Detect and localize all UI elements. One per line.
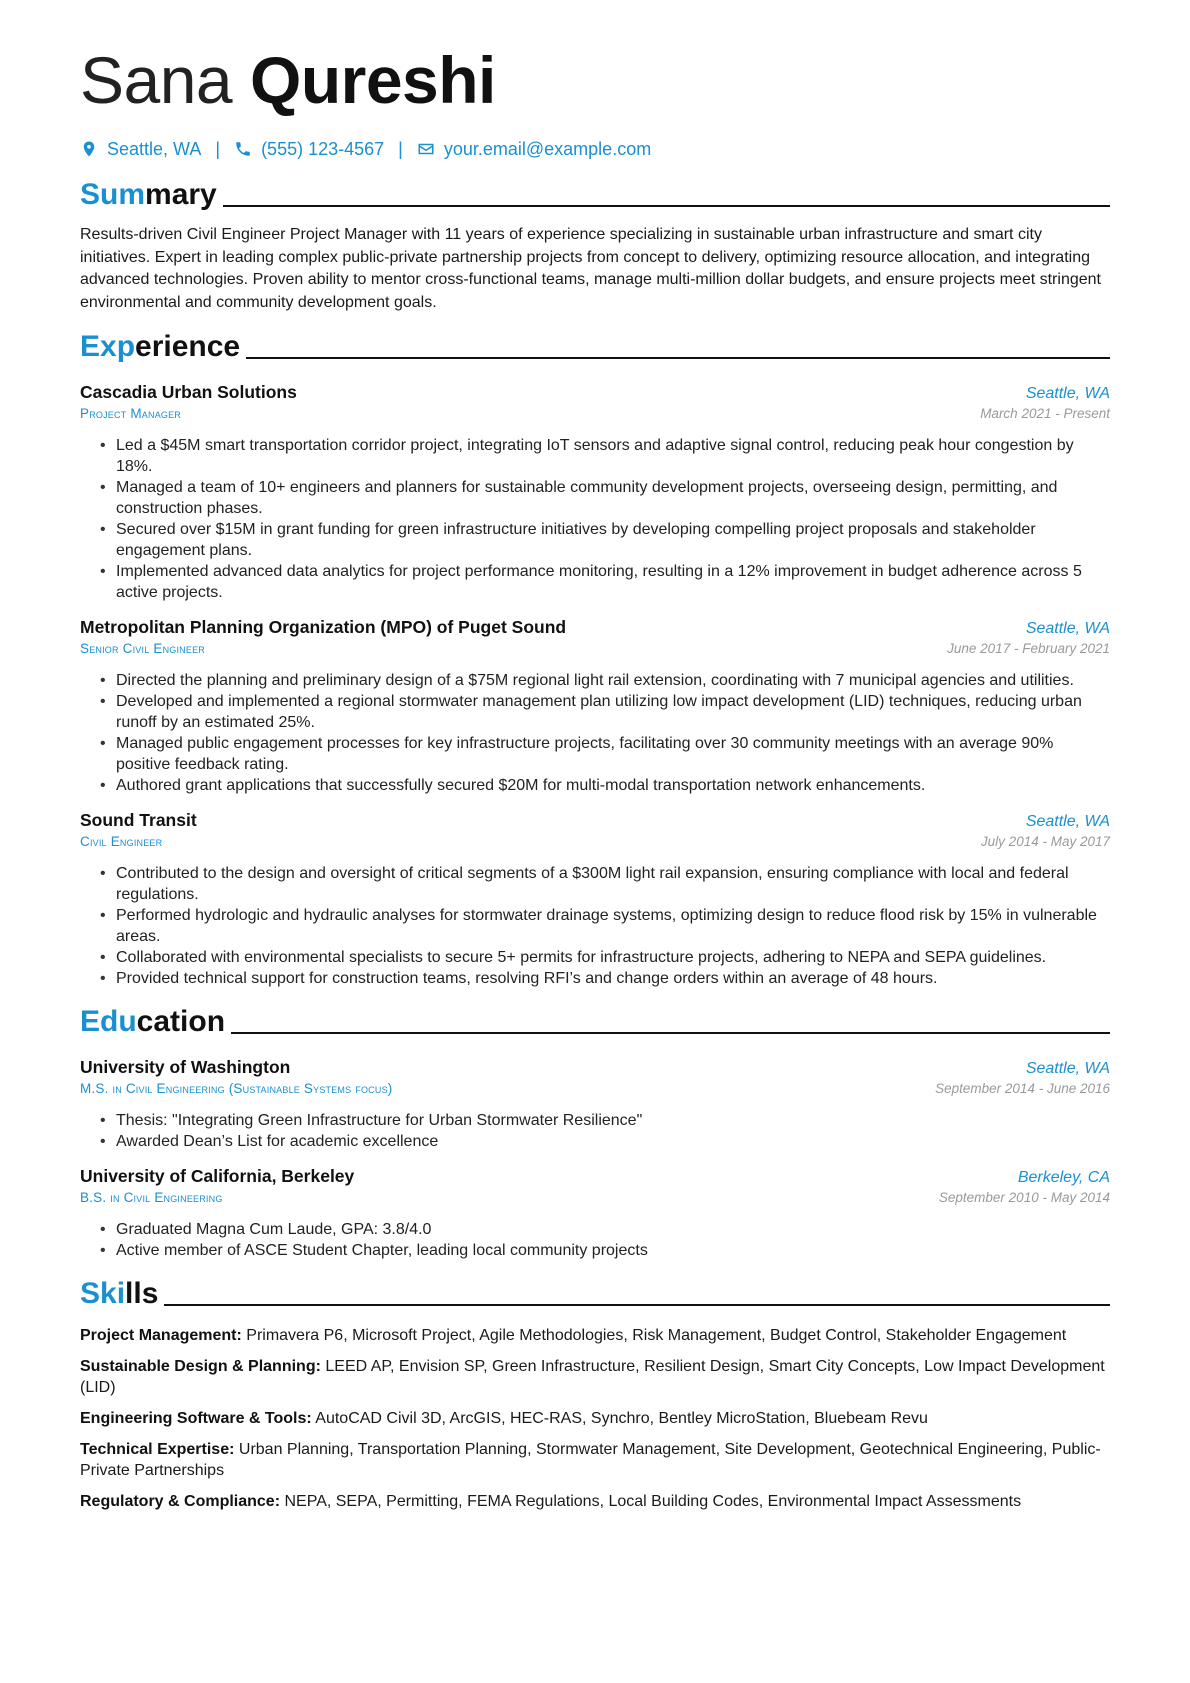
- list-item: • Directed the planning and preliminary design of a $75M regional light rail extension, coordinating with 7 municipal agencies and utilities.: [116, 670, 1110, 691]
- list-item: • Managed a team of 10+ engineers and planners for sustainable community development projects, overseeing design, permitting, and construction phases.: [116, 477, 1110, 519]
- list-item: • Awarded Dean’s List for academic excellence: [116, 1131, 1110, 1152]
- job-entry: [80, 617, 1110, 796]
- skill-values: LEED AP, Envision SP, Green Infrastructure, Resilient Design, Smart City Concepts, Low Impact Development (LID): [80, 1358, 1105, 1396]
- education-entry: [80, 1166, 1110, 1261]
- skill-values: Urban Planning, Transportation Planning, Stormwater Management, Site Development, Geotechnical Engineering, Public-Private Partnerships: [80, 1441, 1101, 1479]
- employer-name: Metropolitan Planning Organization (MPO) of Puget Sound: [80, 617, 567, 637]
- job-entry: [80, 810, 1110, 989]
- school-dates: September 2010 - May 2014: [938, 1190, 1110, 1205]
- education-entry: [80, 1057, 1110, 1152]
- skill-row: [80, 1439, 1110, 1481]
- education-bullets: [80, 1219, 1110, 1261]
- skill-category: Sustainable Design & Planning:: [80, 1358, 321, 1375]
- phone-icon: [234, 140, 252, 158]
- section-title: Education: [80, 1005, 226, 1038]
- skill-row: [80, 1325, 1110, 1346]
- list-item: • Collaborated with environmental specialists to secure 5+ permits for infrastructure projects, adhering to NEPA and SEPA guidelines.: [116, 947, 1110, 968]
- school-name: University of Washington: [80, 1057, 291, 1077]
- list-item: • Developed and implemented a regional stormwater management plan utilizing low impact development (LID) techniques, reducing urban runoff by an estimated 25%.: [116, 691, 1110, 733]
- section-title: Experience: [80, 330, 241, 363]
- skill-row: [80, 1491, 1110, 1512]
- degree: B.S. in Civil Engineering: [80, 1190, 223, 1205]
- envelope-icon: [417, 140, 435, 158]
- skills-list: [80, 1325, 1110, 1512]
- section-title: Summary: [80, 178, 217, 211]
- contact-email[interactable]: [417, 139, 651, 160]
- summary-heading: [80, 176, 1110, 214]
- skill-row: [80, 1356, 1110, 1398]
- contact-separator: |: [398, 138, 403, 159]
- education-heading: [80, 1003, 1110, 1041]
- employer-name: Cascadia Urban Solutions: [80, 382, 297, 402]
- school-location: Berkeley, CA: [1017, 1169, 1110, 1186]
- summary-text: Results-driven Civil Engineer Project Manager with 11 years of experience specializing in sustainable urban infrastructure and smart city initiatives. Expert in leading complex public-private partnership projects from concept to delivery, optimizing resource allocation, and integrating advanced technologies. Proven ability to mentor cross-functional teams, manage multi-million dollar budgets, and ensure projects meet stringent environmental and community development goals.: [80, 226, 1101, 311]
- job-dates: July 2014 - May 2017: [980, 834, 1110, 849]
- list-item: • Managed public engagement processes for key infrastructure projects, facilitating over 30 community meetings with an average 90% positive feedback rating.: [116, 733, 1110, 775]
- job-location: Seattle, WA: [1025, 385, 1110, 402]
- list-item: • Provided technical support for construction teams, resolving RFI’s and change orders within an average of 48 hours.: [116, 968, 1110, 989]
- job-location: Seattle, WA: [1025, 620, 1110, 637]
- list-item: • Active member of ASCE Student Chapter, leading local community projects: [116, 1240, 1110, 1261]
- school-location: Seattle, WA: [1025, 1060, 1110, 1077]
- job-title: Senior Civil Engineer: [80, 641, 205, 656]
- list-item: • Performed hydrologic and hydraulic analyses for stormwater drainage systems, optimizing design to reduce flood risk by 15% in vulnerable areas.: [116, 905, 1110, 947]
- job-title: Project Manager: [80, 406, 182, 421]
- job-entry: [80, 382, 1110, 603]
- education-bullets: [80, 1110, 1110, 1152]
- list-item: • Authored grant applications that successfully secured $20M for multi-modal transportation network enhancements.: [116, 775, 1110, 796]
- skill-row: [80, 1408, 1110, 1429]
- list-item: • Secured over $15M in grant funding for green infrastructure initiatives by developing compelling project proposals and stakeholder engagement plans.: [116, 519, 1110, 561]
- contact-separator: |: [215, 138, 221, 159]
- section-divider: [231, 1032, 1110, 1034]
- email-text: your.email@example.com: [443, 138, 652, 159]
- skill-values: AutoCAD Civil 3D, ArcGIS, HEC-RAS, Synchro, Bentley MicroStation, Bluebeam Revu: [315, 1410, 928, 1427]
- skill-category: Engineering Software & Tools:: [80, 1410, 312, 1427]
- section-divider: [246, 357, 1110, 359]
- job-title: Civil Engineer: [80, 834, 163, 849]
- employer-name: Sound Transit: [80, 810, 197, 830]
- job-bullets: [80, 670, 1110, 796]
- job-dates: June 2017 - February 2021: [947, 641, 1110, 656]
- skill-values: Primavera P6, Microsoft Project, Agile Methodologies, Risk Management, Budget Control, Stakeholder Engagement: [246, 1327, 1067, 1344]
- degree: M.S. in Civil Engineering (Sustainable Systems focus): [80, 1081, 393, 1096]
- contact-phone[interactable]: [234, 139, 384, 160]
- skill-category: Project Management:: [80, 1327, 242, 1344]
- list-item: • Graduated Magna Cum Laude, GPA: 3.8/4.0: [116, 1219, 1110, 1240]
- experience-heading: [80, 328, 1110, 366]
- skills-heading: [80, 1275, 1110, 1313]
- job-bullets: [80, 435, 1110, 603]
- list-item: • Led a $45M smart transportation corridor project, integrating IoT sensors and adaptive signal control, reducing peak hour congestion by 18%.: [116, 435, 1110, 477]
- location-text: Seattle, WA: [107, 138, 202, 159]
- list-item: • Implemented advanced data analytics for project performance monitoring, resulting in a 12% improvement in budget adherence across 5 active projects.: [116, 561, 1110, 603]
- section-divider: [223, 205, 1110, 207]
- job-location: Seattle, WA: [1025, 813, 1110, 830]
- school-dates: September 2014 - June 2016: [935, 1081, 1110, 1096]
- skill-category: Regulatory & Compliance:: [80, 1493, 281, 1510]
- first-name: Sana: [80, 43, 233, 117]
- job-dates: March 2021 - Present: [980, 406, 1110, 421]
- section-title: Skills: [80, 1277, 159, 1310]
- skill-values: NEPA, SEPA, Permitting, FEMA Regulations, Local Building Codes, Environmental Impact Assessments: [284, 1493, 1022, 1510]
- school-name: University of California, Berkeley: [80, 1166, 355, 1186]
- job-bullets: [80, 863, 1110, 989]
- contact-location: [80, 139, 201, 160]
- phone-text: (555) 123-4567: [261, 138, 385, 159]
- section-divider: [164, 1304, 1110, 1306]
- last-name: Qureshi: [249, 43, 496, 117]
- list-item: • Thesis: "Integrating Green Infrastructure for Urban Stormwater Resilience": [116, 1110, 1110, 1131]
- candidate-name: [80, 44, 1110, 116]
- map-pin-icon: [80, 140, 98, 158]
- skill-category: Technical Expertise:: [80, 1441, 235, 1458]
- contact-bar: [80, 136, 1110, 162]
- list-item: • Contributed to the design and oversight of critical segments of a $300M light rail expansion, ensuring compliance with local and federal regulations.: [116, 863, 1110, 905]
